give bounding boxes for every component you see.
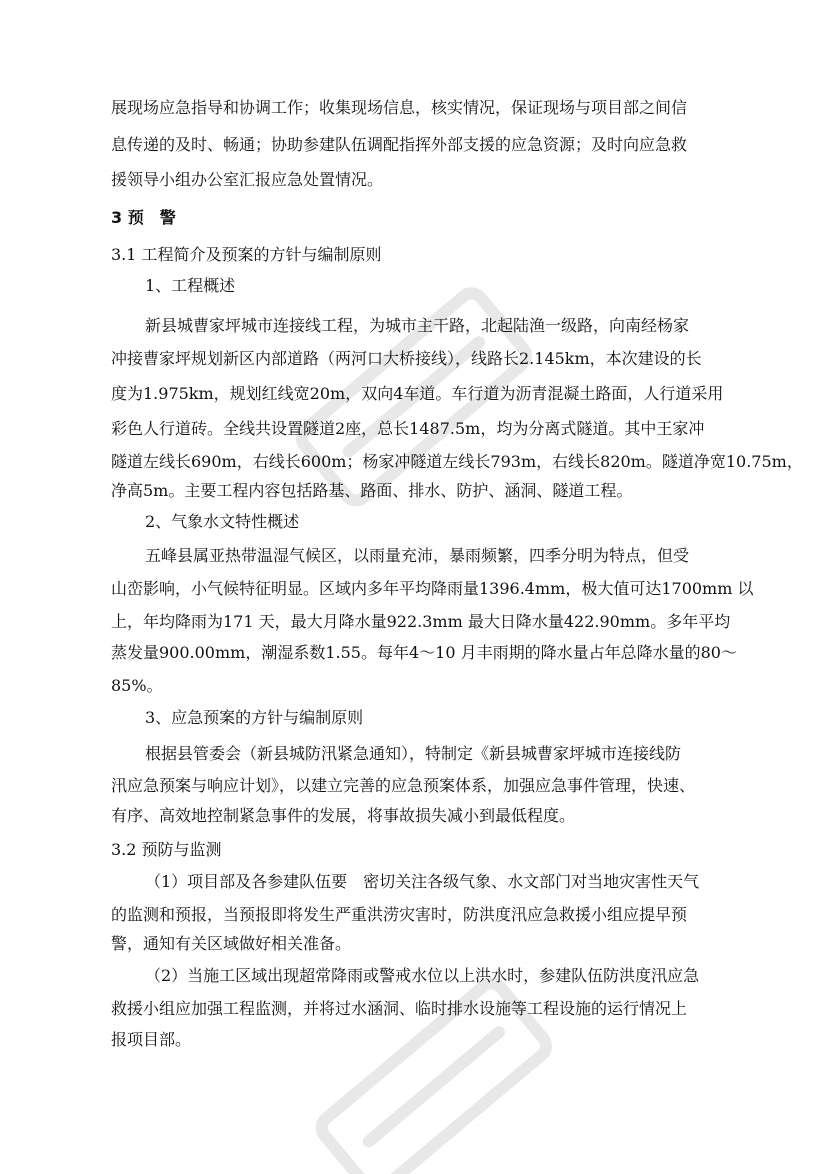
paragraph-line: 展现场应急指导和协调工作；收集现场信息，核实情况，保证现场与项目部之间信 — [111, 98, 688, 117]
paragraph-line: 五峰县属亚热带温湿气候区，以雨量充沛，暴雨频繁，四季分明为特点，但受 — [145, 546, 690, 565]
paragraph-line: 上，年均降雨为171 天，最大月降水量922.3mm 最大日降水量422.90mm。多年平均 — [111, 612, 731, 631]
item-heading: 1、工程概述 — [145, 276, 236, 295]
paragraph-line: 山峦影响，小气候特征明显。区域内多年平均降雨量1396.4mm，极大值可达1700mm 以 — [111, 579, 754, 598]
item-heading: 3、应急预案的方针与编制原则 — [145, 708, 364, 727]
section-heading: 3 预 警 — [111, 208, 176, 227]
paragraph-line: 蒸发量900.00mm，潮湿系数1.55。每年4～10 月丰雨期的降水量占年总降水量的80～ — [111, 643, 737, 662]
paragraph-line: 息传递的及时、畅通；协助参建队伍调配指挥外部支援的应急资源；及时向应急救 — [111, 135, 688, 154]
paragraph-line: 援领导小组办公室汇报应急处置情况。 — [111, 170, 384, 189]
item-heading: 2、气象水文特性概述 — [145, 512, 300, 531]
subsection-heading: 3.1 工程简介及预案的方针与编制原则 — [111, 245, 382, 264]
paragraph-line: 汛应急预案与响应计划》，以建立完善的应急预案体系，加强应急事件管理，快速、 — [111, 776, 696, 795]
paragraph-line: 彩色人行道砖。全线共设置隧道2座，总长1487.5m，均为分离式隧道。其中王家冲 — [111, 419, 705, 438]
paragraph-line: 有序、高效地控制紧急事件的发展，将事故损失减小到最低程度。 — [111, 806, 576, 825]
paragraph-line: （1）项目部及各参建队伍要 密切关注各级气象、水文部门对当地灾害性天气 — [145, 872, 700, 891]
paragraph-line: 救援小组应加强工程监测，并将过水涵洞、临时排水设施等工程设施的运行情况上 — [111, 999, 688, 1018]
paragraph-line: 85%。 — [111, 676, 163, 695]
paragraph-line: 的监测和预报，当预报即将发生严重洪涝灾害时，防洪度汛应急救援小组应提早预 — [111, 905, 688, 924]
paragraph-line: 冲接曹家坪规划新区内部道路（两河口大桥接线），线路长2.145km，本次建设的长 — [111, 349, 702, 368]
paragraph-line: 新县城曹家坪城市连接线工程，为城市主干路，北起陆渔一级路，向南经杨家 — [145, 316, 690, 335]
subsection-heading: 3.2 预防与监测 — [111, 840, 222, 859]
paragraph-line: 根据县管委会（新县城防汛紧急通知），特制定《新县城曹家坪城市连接线防 — [145, 744, 682, 763]
paragraph-line: 净高5m。主要工程内容包括路基、路面、排水、防护、涵洞、隧道工程。 — [111, 481, 633, 500]
paragraph-line: 隧道左线长690m，右线长600m；杨家冲隧道左线长793m，右线长820m。隧道净宽10.75m， — [111, 452, 803, 471]
paragraph-line: 度为1.975km，规划红线宽20m，双向4车道。车行道为沥青混凝土路面，人行道采用 — [111, 384, 724, 403]
paragraph-line: （2）当施工区域出现超常降雨或警戒水位以上洪水时，参建队伍防洪度汛应急 — [145, 966, 700, 985]
paragraph-line: 警，通知有关区域做好相关准备。 — [111, 934, 352, 953]
paragraph-line: 报项目部。 — [111, 1030, 192, 1049]
